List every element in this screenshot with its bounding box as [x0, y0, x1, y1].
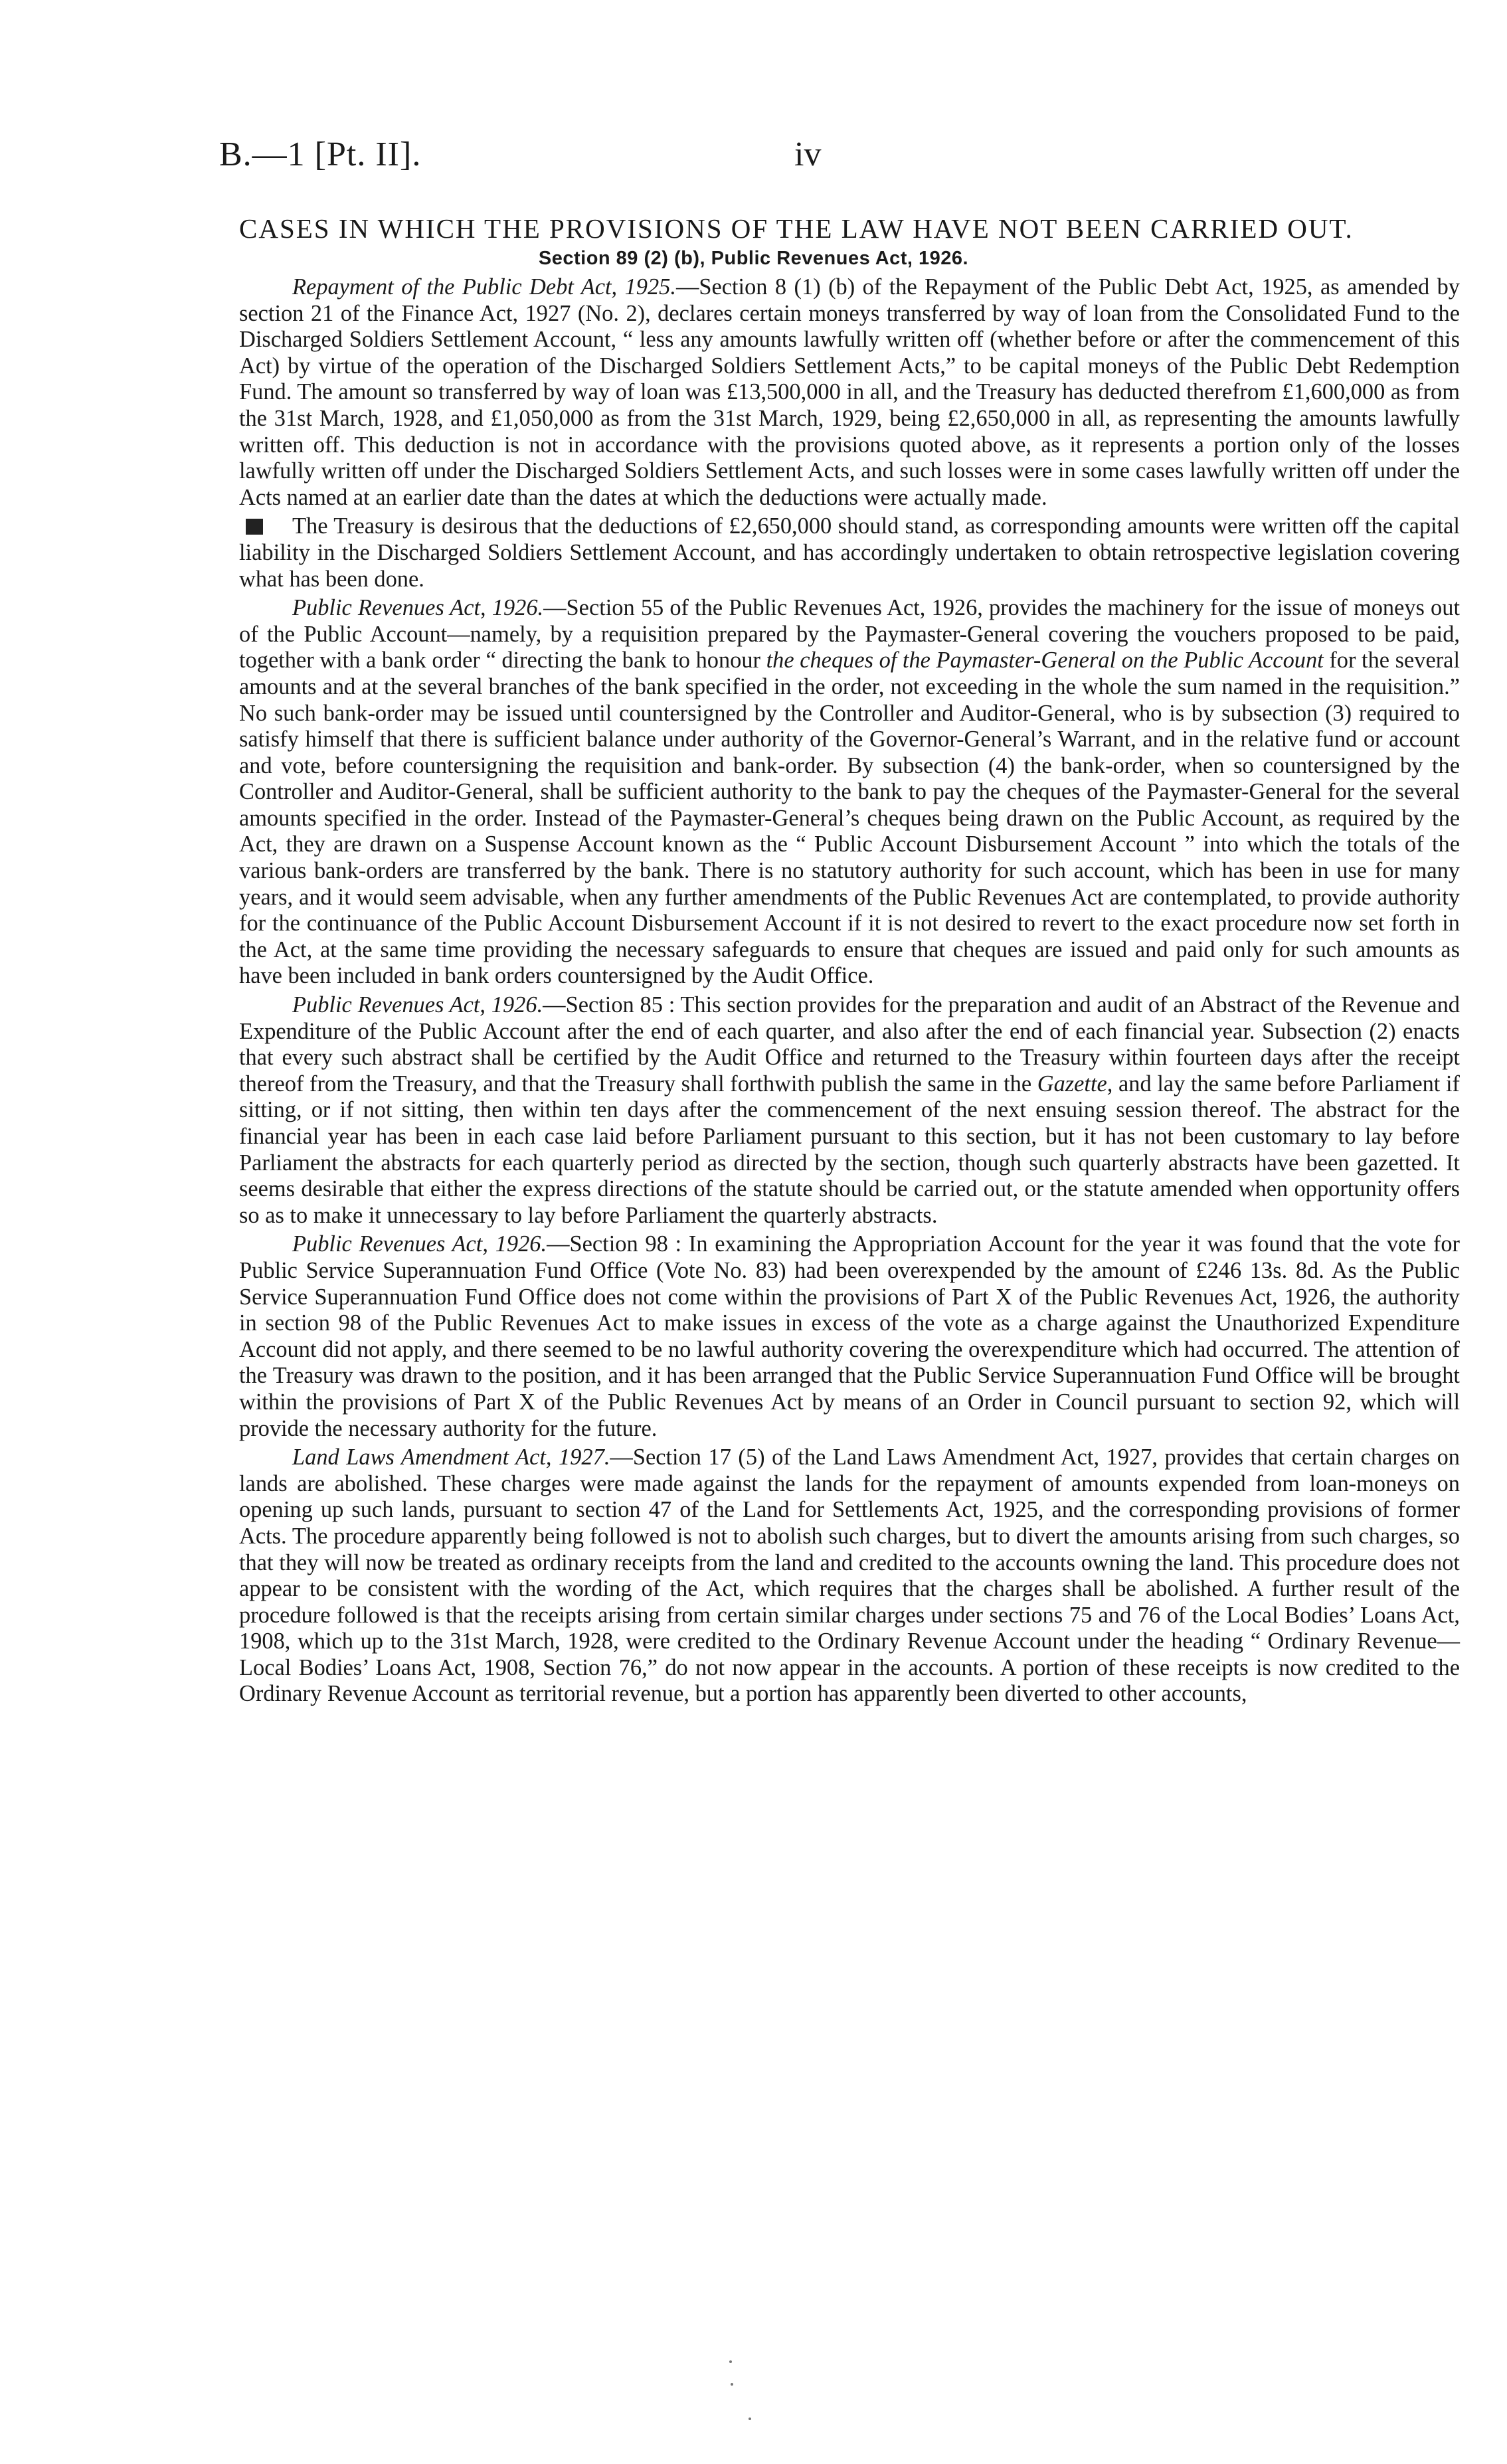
paragraph-text-continued: and lay the same before Parliament if sitting, or if not sitting, then within ten days after the commencement of the next ensuing session thereof. The abstract for the financial year has been in each case laid before Parliament pursuant to this section, but it has not been customary to lay before Parliament the abstracts for each quarterly period as directed by the section, though such quarterly abstracts have been gazetted. It seems desirable that either the express directions of the statute should be carried out, or the statute amended when opportunity offers so as to make it unnecessary to lay before Parliament the quarterly abstracts.: [239, 1071, 1460, 1228]
document-body: [239, 274, 1460, 1710]
paragraph-text: —Section 98 : In examining the Appropriation Account for the year it was found that the vote for Public Service Superannuation Fund Office (Vote No. 83) had been overexpended by the amount of £246 13s. 8d. As the Public Service Superannuation Fund Office does not come within the provisions of Part X of the Public Revenues Act, 1926, the authority in section 98 of the Public Revenues Act to make issues in excess of the vote as a charge against the Unauthorized Expenditure Account did not apply, and there seemed to be no lawful authority covering the overexpenditure which had occurred. The attention of the Treasury was drawn to the position, and it has been arranged that the Public Service Superannuation Fund Office will be brought within the provisions of Part X of the Public Revenues Act by means of an Order in Council pursuant to section 92, which will provide the necessary authority for the future.: [239, 1231, 1460, 1441]
paragraph-text: —Section 8 (1) (b) of the Repayment of the Public Debt Act, 1925, as amended by section 21 of the Finance Act, 1927 (No. 2), declares certain moneys transferred by way of loan from the Consolidated Fund to the Discharged Soldiers Settlement Account, “ less any amounts lawfully written off (whether before or after the commencement of this Act) by virtue of the operation of the Discharged Soldiers Settlement Acts,” to be capital moneys of the Public Debt Redemption Fund. The amount so transferred by way of loan was £13,500,000 in all, and the Treasury has deducted therefrom £1,600,000 as from the 31st March, 1928, and £1,050,000 as from the 31st March, 1929, being £2,650,000 in all, as representing the amounts lawfully written off. This deduction is not in accordance with the provisions quoted above, as it represents a portion only of the losses lawfully written off under the Discharged Soldiers Settlement Acts, and such losses were in some cases lawfully written off under the Acts named at an earlier date than the dates at which the deductions were actually made.: [239, 274, 1460, 510]
paragraph-section-98: [239, 1231, 1460, 1442]
paragraph-heading: Public Revenues Act, 1926.: [292, 1231, 547, 1257]
scan-speck: [749, 2418, 751, 2420]
scan-speck: [731, 2383, 733, 2386]
paragraph-section-85: [239, 992, 1460, 1229]
paragraph-text: —Section 55 of the Public Revenues Act, 1926, provides the machinery for the issue of moneys out of the Public Account—namely, by a requisition prepared by the Paymaster-General covering the vouchers proposed to be paid, together with a bank order “ directing the bank to honour: [239, 595, 1461, 673]
paragraph-text: —Section 17 (5) of the Land Laws Amendment Act, 1927, provides that certain charges on lands are abolished. These charges were made against the lands for the repayment of amounts expended from loan-moneys on opening up such lands, pursuant to section 47 of the Land for Settlements Act, 1925, and the corresponding provisions of former Acts. The procedure apparently being followed is not to abolish such charges, but to divert the amounts arising from such charges, so that they will now be treated as ordinary receipts from the land and credited to the accounts owning the land. This procedure does not appear to be consistent with the wording of the Act, which requires that the charges shall be abolished. A further result of the procedure followed is that the receipts arising from certain similar charges under sections 75 and 76 of the Local Bodies’ Loans Act, 1908, which up to the 31st March, 1928, were credited to the Ordinary Revenue Account under the heading “ Ordinary Revenue—Local Bodies’ Loans Act, 1908, Section 76,” do not now appear in the accounts. A portion of these receipts is now credited to the Ordinary Revenue Account as territorial revenue, but a portion has apparently been diverted to other accounts,: [239, 1445, 1460, 1707]
margin-mark-icon: [246, 519, 263, 535]
paragraph-heading: Public Revenues Act, 1926.: [292, 595, 544, 621]
paragraph-land-laws: [239, 1445, 1460, 1708]
paragraph-emphasis: the cheques of the Paymaster-General on the Public Account: [766, 648, 1324, 673]
paragraph-text: The Treasury is desirous that the deductions of £2,650,000 should stand, as corresponding amounts were written off the capital liability in the Discharged Soldiers Settlement Account, and has accordingly undertaken to obtain retrospective legislation covering what has been done.: [239, 513, 1460, 592]
document-reference: B.—1 [Pt. II].: [219, 135, 422, 173]
paragraph-section-55: [239, 595, 1460, 990]
page-title: CASES IN WHICH THE PROVISIONS OF THE LAW HAVE NOT BEEN CARRIED OUT.: [239, 213, 1354, 244]
paragraph-heading: Public Revenues Act, 1926.: [292, 992, 543, 1018]
paragraph-emphasis: Gazette,: [1037, 1071, 1113, 1097]
paragraph-text-continued: for the several amounts and at the several branches of the bank specified in the order, not exceeding in the whole the sum named in the requisition.” No such bank-order may be issued until countersigned by the Controller and Auditor-General, who is by subsection (3) required to satisfy himself that there is sufficient balance under authority of the Governor-General’s Warrant, and in the relative fund or account and vote, before countersigning the requisition and bank-order. By subsection (4) the bank-order, when so countersigned by the Controller and Auditor-General, shall be sufficient authority to the bank to pay the cheques of the Paymaster-General for the several amounts specified in the order. Instead of the Paymaster-General’s cheques being drawn on the Public Account, as required by the Act, they are drawn on a Suspense Account known as the “ Public Account Disbursement Account ” into which the totals of the various bank-orders are transferred by the bank. There is no statutory authority for such account, which has been in use for many years, and it would seem advisable, when any further amendments of the Public Revenues Act are contemplated, to provide authority for the continuance of the Public Account Disbursement Account if it is not desired to revert to the exact procedure now set forth in the Act, at the same time providing the necessary safeguards to ensure that cheques are issued and paid only for such amounts as have been included in bank orders countersigned by the Audit Office.: [239, 648, 1461, 989]
paragraph-treasury-deductions: [239, 513, 1460, 592]
paragraph-repayment-public-debt: [239, 274, 1460, 511]
paragraph-text: —Section 85 : This section provides for the preparation and audit of an Abstract of the Revenue and Expenditure of the Public Account after the end of each quarter, and also after the end of each financial year. Subsection (2) enacts that every such abstract shall be certified by the Audit Office and returned to the Treasury within fourteen days after the receipt thereof from the Treasury, and that the Treasury shall forthwith publish the same in the: [239, 992, 1460, 1097]
paragraph-heading: Repayment of the Public Debt Act, 1925.: [292, 274, 676, 300]
page-number: iv: [794, 135, 822, 173]
section-subtitle: Section 89 (2) (b), Public Revenues Act, 1926.: [538, 248, 969, 269]
paragraph-heading: Land Laws Amendment Act, 1927.: [292, 1445, 610, 1470]
scan-speck: [729, 2360, 732, 2363]
